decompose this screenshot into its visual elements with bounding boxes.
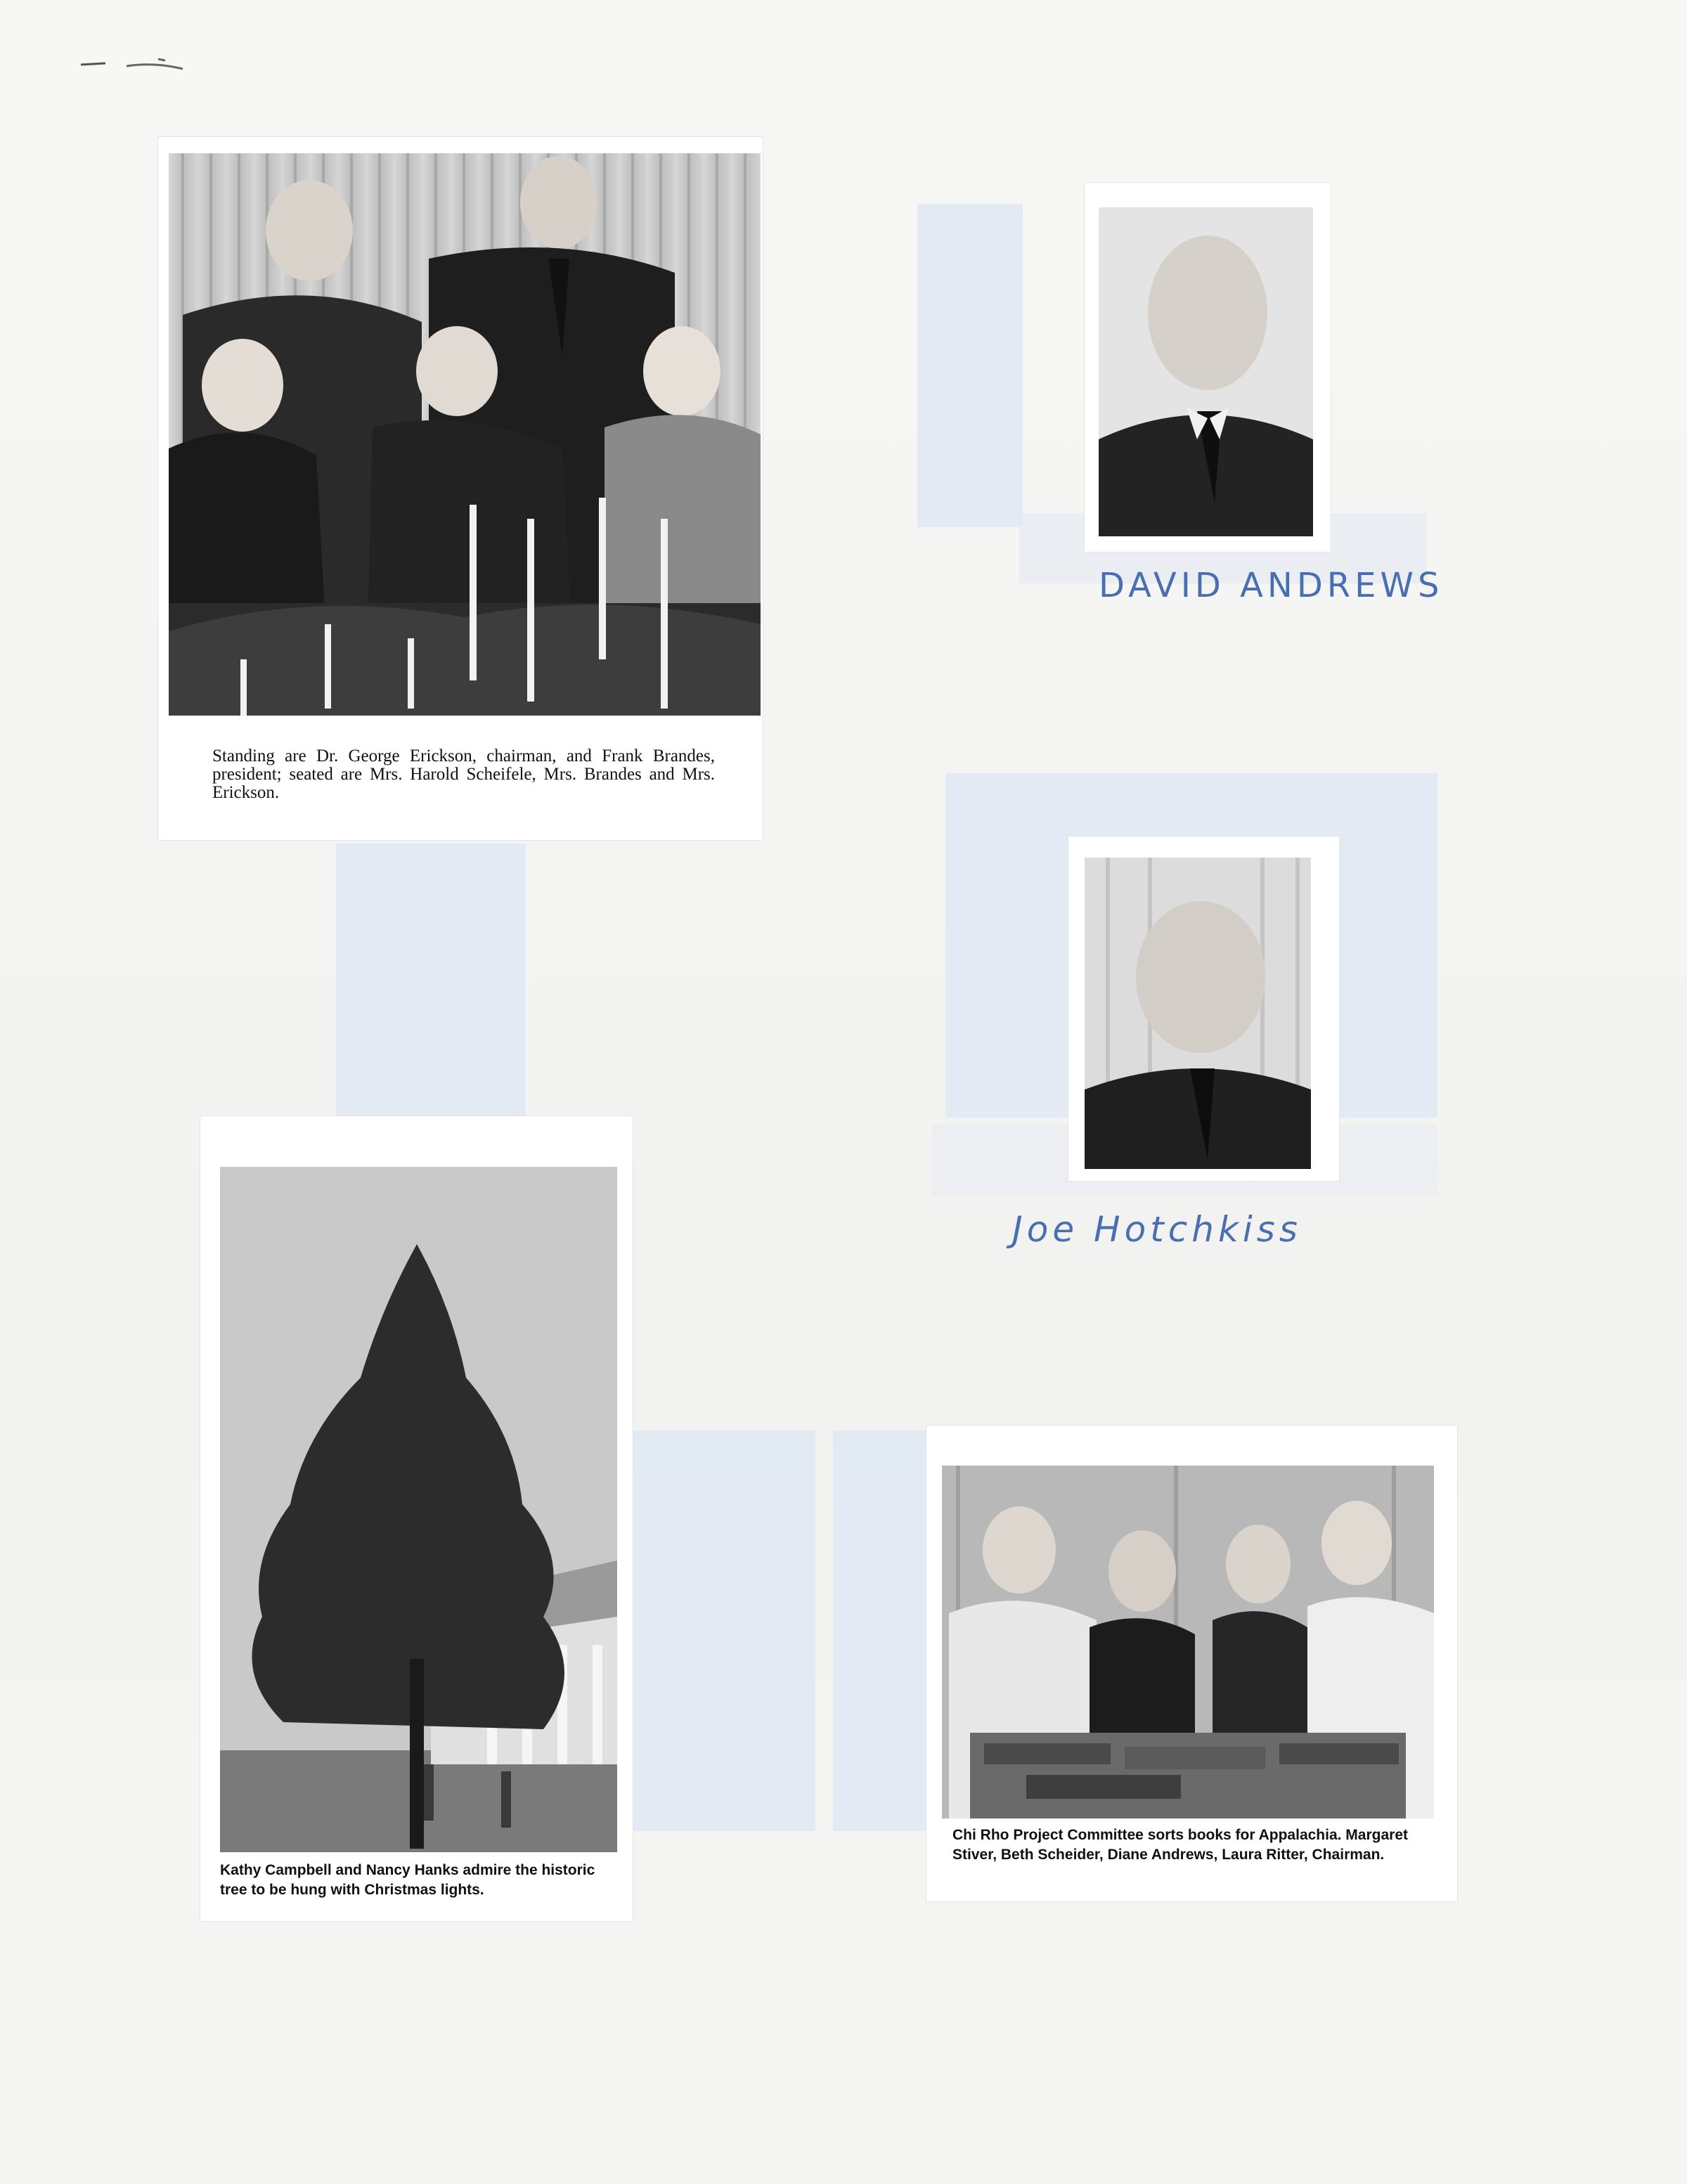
portrait-1-photo bbox=[1099, 207, 1313, 536]
group-photo-caption: Standing are Dr. George Erickson, chairman, and Frank Brandes, president; seated are Mrs. Harold Scheifele, Mrs. Brandes and Mrs. Erickson. bbox=[212, 747, 715, 802]
group-photo bbox=[169, 153, 761, 716]
bleed-through-block bbox=[917, 204, 1023, 527]
books-photo-caption: Chi Rho Project Committee sorts books for Appalachia. Margaret Stiver, Beth Scheider, Diane Andrews, Laura Ritter, Chairman. bbox=[952, 1827, 1409, 1863]
portrait-2-photo bbox=[1085, 858, 1311, 1169]
pen-mark bbox=[77, 56, 218, 77]
books-photo bbox=[942, 1466, 1434, 1818]
tree-photo bbox=[220, 1167, 617, 1852]
portrait-2-handwritten-name: Joe Hotchkiss bbox=[1012, 1209, 1302, 1250]
bleed-through-block bbox=[336, 844, 526, 1125]
portrait-1-handwritten-name: DAVID ANDREWS bbox=[1099, 566, 1444, 605]
tree-photo-caption: Kathy Campbell and Nancy Hanks admire the historic tree to be hung with Christmas lights. bbox=[220, 1862, 595, 1898]
bleed-through-block bbox=[626, 1430, 815, 1831]
